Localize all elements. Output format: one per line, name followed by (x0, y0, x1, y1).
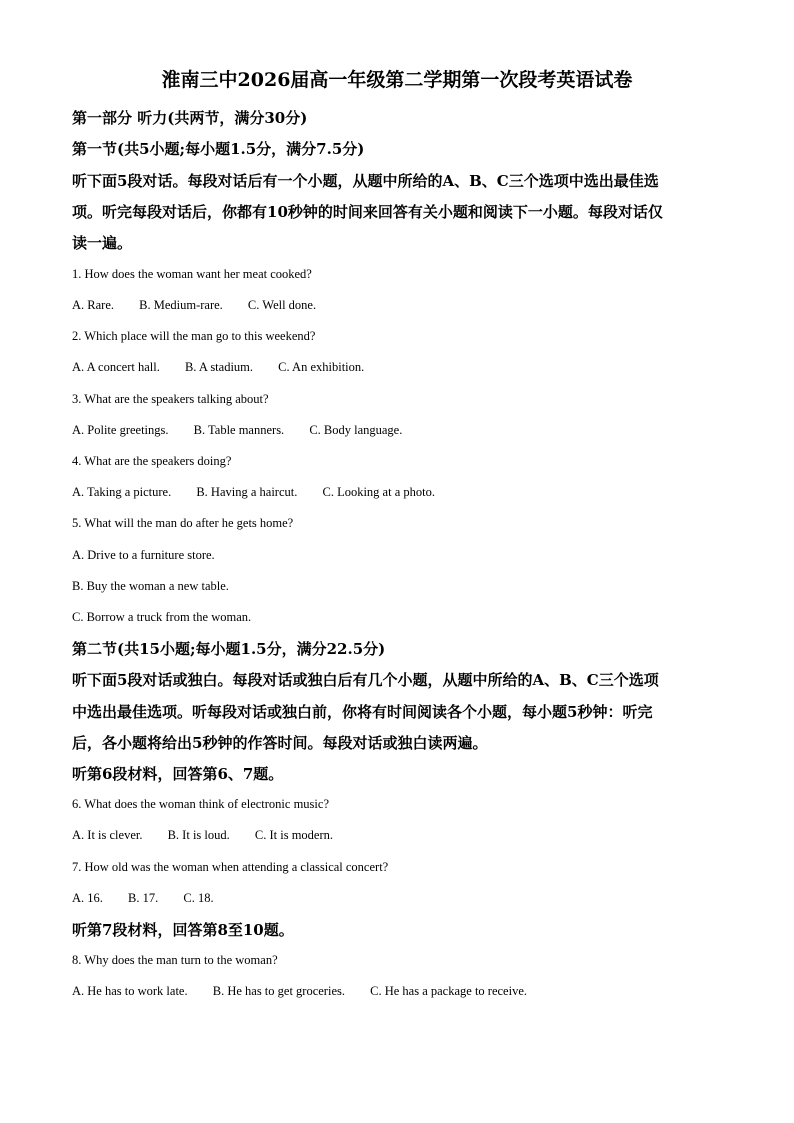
page-title: 淮南三中2026届高一年级第二学期第一次段考英语试卷 (161, 69, 633, 91)
question-6: 6. What does the woman think of electronic music? (72, 797, 329, 811)
option-c: C. He has a package to receive. (370, 984, 527, 998)
option-b: B. Having a haircut. (196, 485, 298, 499)
part-heading: 第一部分 听力(共两节，满分30分) (72, 109, 308, 127)
option-c: C. Looking at a photo. (322, 485, 435, 499)
option-a: A. 16. (72, 891, 103, 905)
section1-heading: 第一节(共5小题;每小题1.5分，满分7.5分) (72, 140, 365, 158)
option-a: A. Drive to a furniture store. (72, 548, 215, 562)
option-a: A. He has to work late. (72, 984, 188, 998)
question-5: 5. What will the man do after he gets home? (72, 516, 294, 530)
option-c: C. 18. (183, 891, 214, 905)
option-c: C. Well done. (247, 298, 317, 312)
question-2: 2. Which place will the man go to this weekend? (72, 329, 316, 343)
material-heading: 听第7段材料，回答第8至10题。 (72, 921, 294, 939)
option-c: C. Body language. (309, 423, 403, 437)
option-b: B. Medium-rare. (139, 298, 223, 312)
section1-instructions-line: 读一遍。 (72, 234, 133, 252)
option-b: B. 17. (128, 891, 159, 905)
section1-instructions-line: 听下面5段对话。每段对话后有一个小题，从题中所给的A、B、C三个选项中选出最佳选 (72, 172, 659, 190)
option-b: B. Table manners. (193, 423, 285, 437)
option-c: C. An exhibition. (278, 360, 365, 374)
option-a: A. It is clever. (72, 828, 143, 842)
section2-instructions-line: 听下面5段对话或独白。每段对话或独白后有几个小题，从题中所给的A、B、C三个选项 (72, 671, 659, 689)
option-b: B. Buy the woman a new table. (72, 579, 229, 593)
question-1-options (72, 296, 316, 314)
question-6-options (72, 826, 333, 844)
question-2-options (72, 358, 364, 376)
question-1: 1. How does the woman want her meat cooked? (72, 267, 312, 281)
question-3-options (72, 421, 402, 439)
question-4-options (72, 483, 435, 501)
option-a: A. Polite greetings. (72, 423, 169, 437)
option-a: A. Taking a picture. (72, 485, 172, 499)
section2-heading: 第二节(共15小题;每小题1.5分，满分22.5分) (72, 640, 386, 658)
material-heading: 听第6段材料，回答第6、7题。 (72, 765, 284, 783)
question-3: 3. What are the speakers talking about? (72, 392, 269, 406)
option-a: A. A concert hall. (72, 360, 160, 374)
option-b: B. He has to get groceries. (212, 984, 345, 998)
question-7-options (72, 889, 214, 907)
question-8-options (72, 982, 527, 1000)
section2-instructions-line: 中选出最佳选项。听每段对话或独白前，你将有时间阅读各个小题，每小题5秒钟：听完 (72, 703, 653, 721)
question-4: 4. What are the speakers doing? (72, 454, 232, 468)
option-c: C. It is modern. (254, 828, 334, 842)
option-c: C. Borrow a truck from the woman. (72, 610, 252, 624)
question-7: 7. How old was the woman when attending a classical concert? (72, 860, 389, 874)
option-b: B. It is loud. (167, 828, 230, 842)
option-b: B. A stadium. (184, 360, 254, 374)
section2-instructions-line: 后，各小题将给出5秒钟的作答时间。每段对话或独白读两遍。 (72, 734, 488, 752)
section1-instructions-line: 项。听完每段对话后，你都有10秒钟的时间来回答有关小题和阅读下一小题。每段对话仅 (72, 203, 663, 221)
option-a: A. Rare. (72, 298, 114, 312)
question-8: 8. Why does the man turn to the woman? (72, 953, 278, 967)
